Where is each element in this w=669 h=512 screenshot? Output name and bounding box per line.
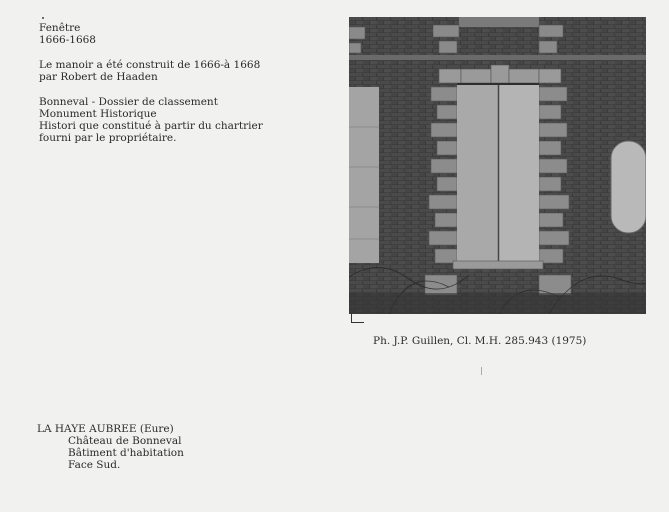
dossier-line-2: Monument Historique bbox=[39, 108, 157, 120]
pencil-tick bbox=[481, 367, 482, 375]
record-header bbox=[39, 22, 96, 46]
record-dates: 1666-1668 bbox=[39, 34, 96, 46]
construction-note-line-2: par Robert de Haaden bbox=[39, 71, 158, 83]
record-title: Fenêtre bbox=[39, 22, 81, 34]
dossier-line-1: Bonneval - Dossier de classement bbox=[39, 96, 218, 108]
ink-dot bbox=[42, 17, 44, 19]
facade-photo-drawing bbox=[349, 17, 646, 314]
construction-note-line-1: Le manoir a été construit de 1666-à 1668 bbox=[39, 59, 261, 71]
dossier-line-4: fourni par le propriétaire. bbox=[39, 132, 177, 144]
photo-corner-mark bbox=[351, 313, 364, 323]
construction-note bbox=[39, 59, 260, 83]
location-facade: Face Sud. bbox=[68, 459, 121, 471]
facade-photograph bbox=[349, 17, 646, 314]
location-block bbox=[37, 423, 184, 471]
dossier-line-3: Histori que constitué à partir du chartrier bbox=[39, 120, 263, 132]
photo-credit: Ph. J.P. Guillen, Cl. M.H. 285.943 (1975) bbox=[373, 335, 587, 347]
location-commune: LA HAYE AUBREE (Eure) bbox=[37, 423, 174, 435]
location-building: Château de Bonneval bbox=[68, 435, 182, 447]
dossier-note bbox=[39, 96, 263, 144]
location-part: Bâtiment d'habitation bbox=[68, 447, 184, 459]
